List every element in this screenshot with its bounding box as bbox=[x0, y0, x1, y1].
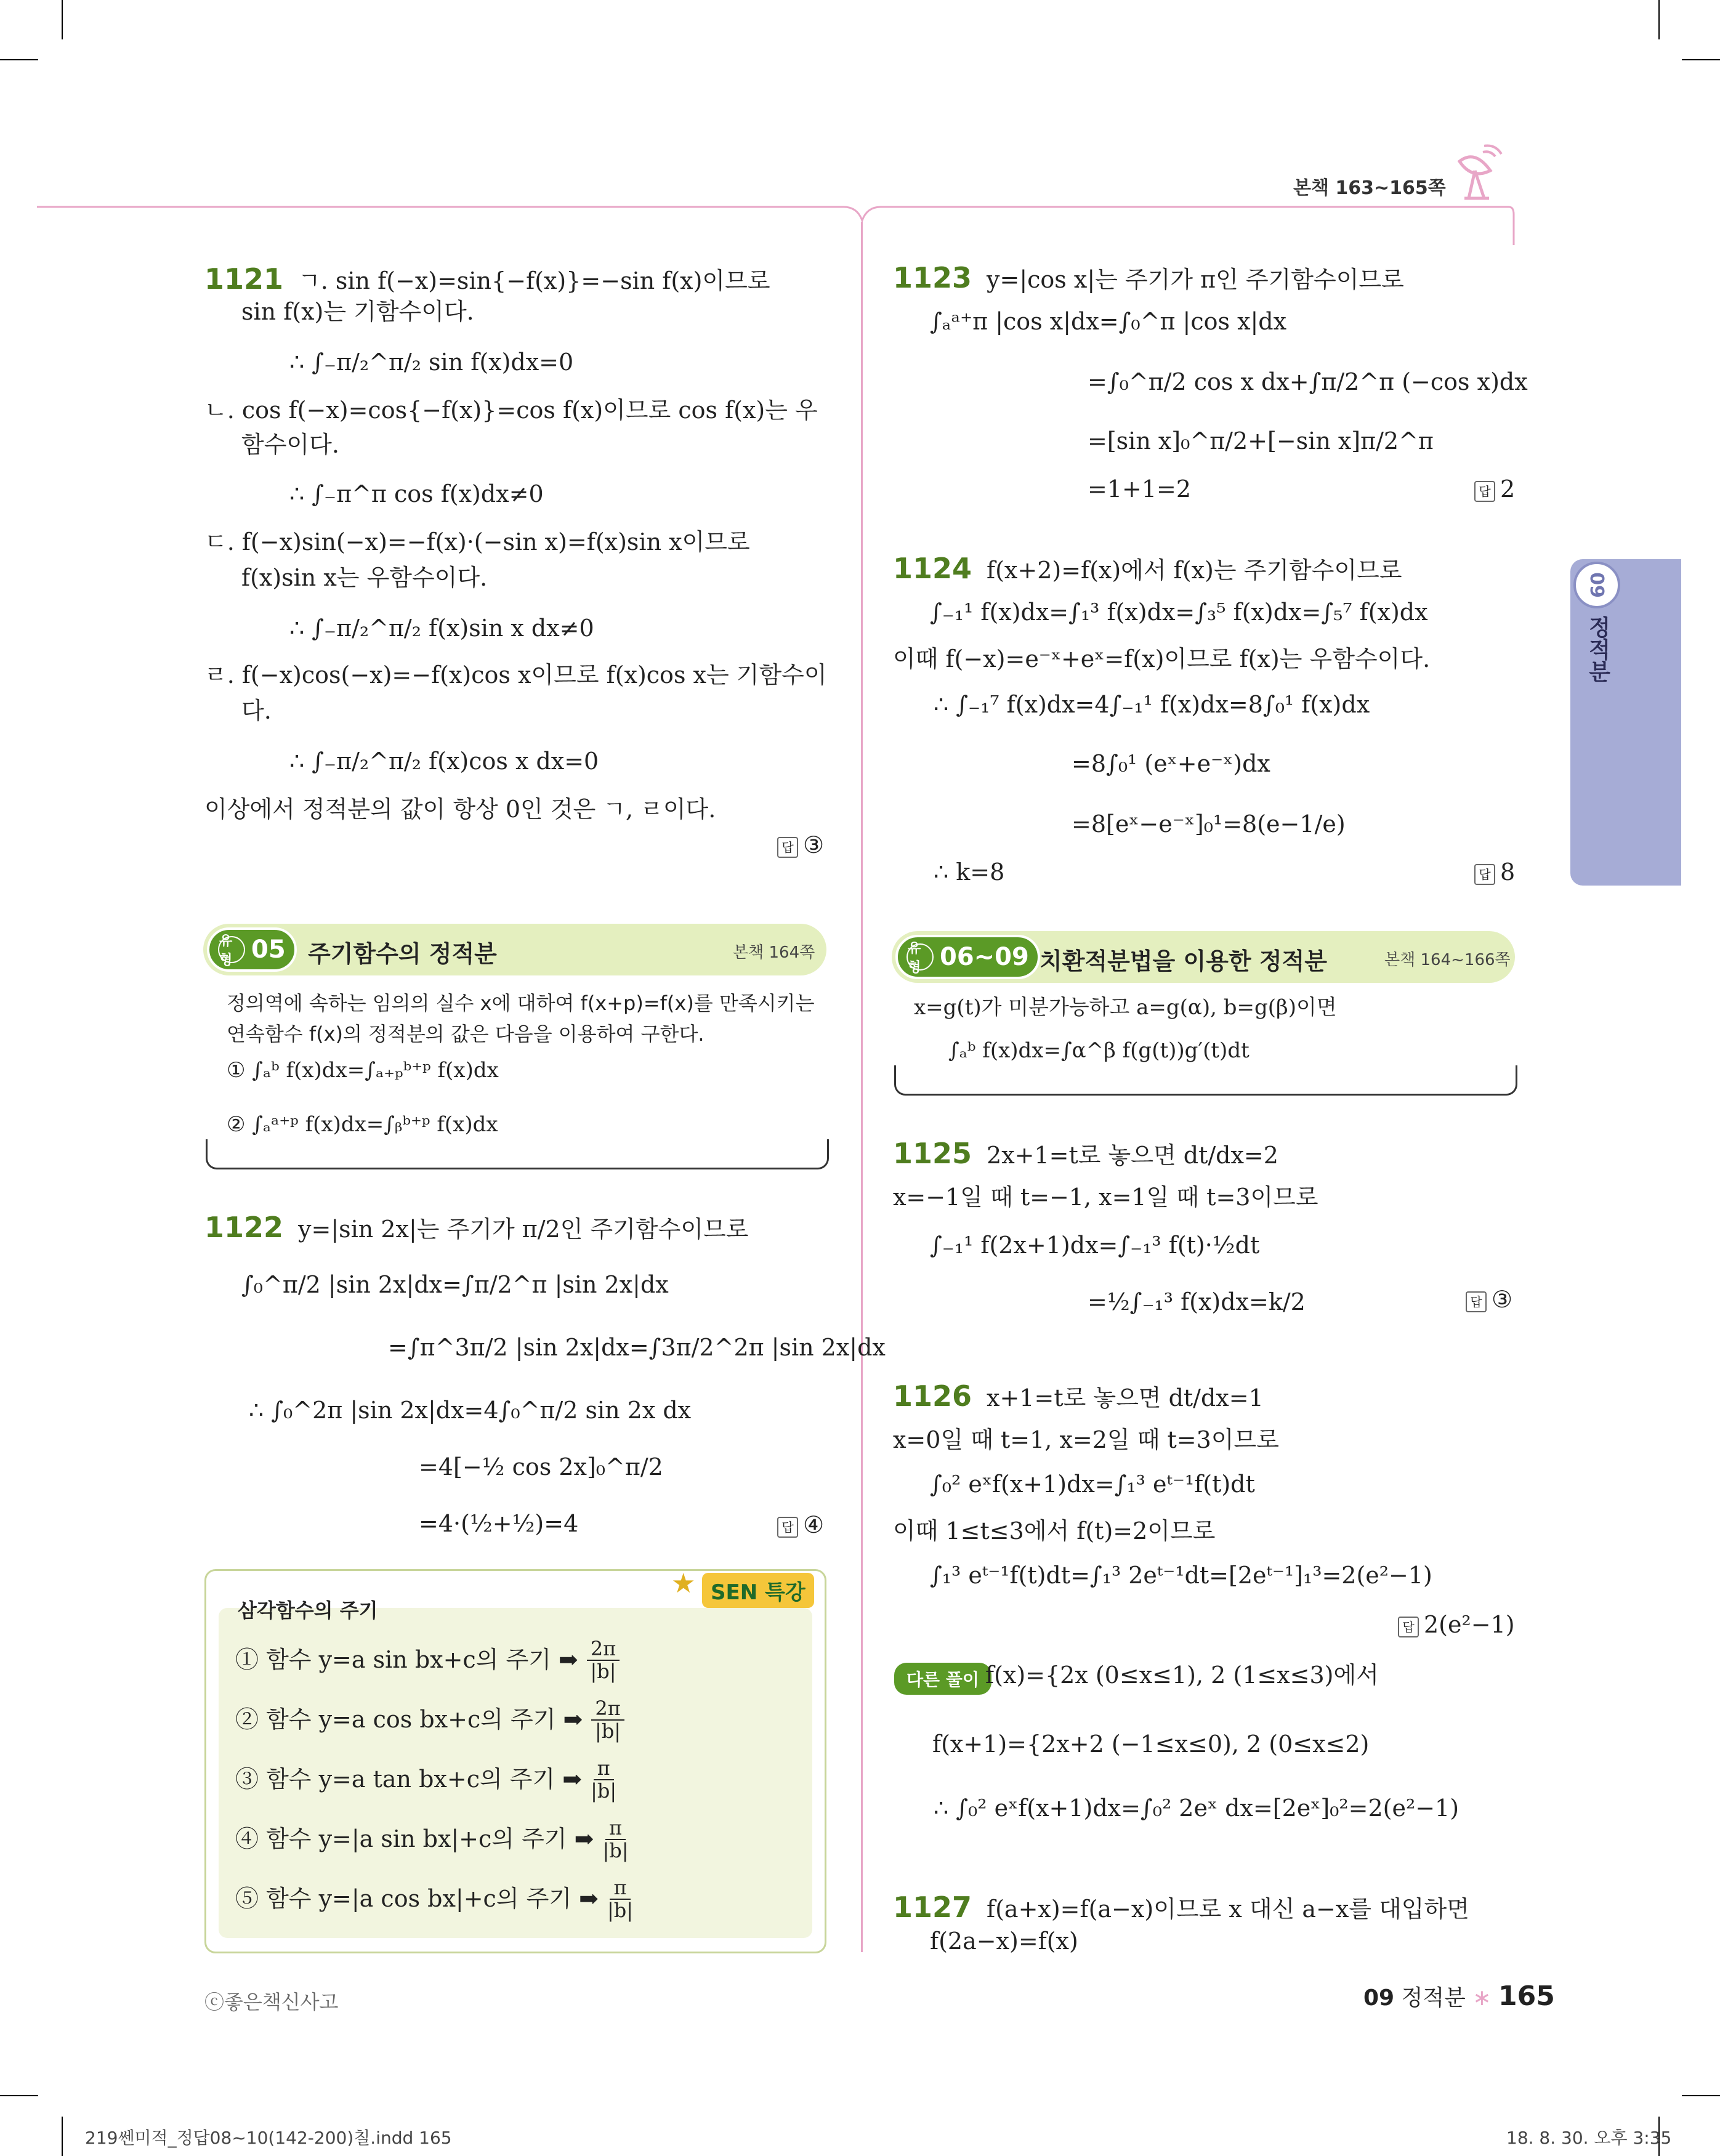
problem-number: 1127 bbox=[893, 1891, 972, 1924]
crop-mark bbox=[1658, 0, 1660, 39]
crop-mark bbox=[0, 59, 38, 60]
equation-line: ∴ ∫₋π/₂^π/₂ sin f(x)dx=0 bbox=[289, 349, 574, 376]
period-fraction bbox=[591, 1758, 616, 1802]
equation-line: =4[−½ cos 2x]₀^π/2 bbox=[419, 1453, 663, 1480]
alt-solution-badge: 다른 풀이 bbox=[894, 1663, 991, 1695]
answer-mark-icon: 답 bbox=[1474, 864, 1495, 885]
equation-line: =∫π^3π/2 |sin 2x|dx=∫3π/2^2π |sin 2x|dx bbox=[388, 1334, 886, 1361]
equation-line: =∫₀^π/2 cos x dx+∫π/2^π (−cos x)dx bbox=[1088, 368, 1528, 395]
equation-line: =4·(½+½)=4 bbox=[419, 1510, 579, 1537]
page-footer bbox=[1363, 1980, 1555, 2012]
type-formula: ② ∫ₐᵃ⁺ᵖ f(x)dx=∫ᵦᵇ⁺ᵖ f(x)dx bbox=[227, 1112, 498, 1137]
equation-line: ∫ₐᵃ⁺π |cos x|dx=∫₀^π |cos x|dx bbox=[930, 308, 1287, 335]
fraction-numerator: π bbox=[610, 1877, 630, 1900]
page-number: 165 bbox=[1498, 1980, 1555, 2012]
period-fraction bbox=[587, 1638, 620, 1682]
crop-mark bbox=[1682, 2095, 1720, 2096]
publisher: ⓒ좋은책신사고 bbox=[204, 1990, 339, 2014]
type-badge: 유형 05 bbox=[207, 927, 297, 972]
problem-1123-line bbox=[893, 261, 1404, 295]
period-fraction bbox=[607, 1877, 633, 1921]
type-formula: ① ∫ₐᵇ f(x)dx=∫ₐ₊ₚᵇ⁺ᵖ f(x)dx bbox=[227, 1058, 499, 1083]
period-item-text: ① 함수 y=a sin bx+c의 주기 ➡ bbox=[235, 1646, 578, 1674]
equation-line: ∴ k=8 bbox=[934, 858, 1005, 886]
answer-mark-icon: 답 bbox=[1474, 481, 1495, 502]
crop-mark bbox=[1682, 59, 1720, 60]
chapter-tab bbox=[1570, 559, 1681, 886]
problem-number: 1121 bbox=[204, 262, 284, 296]
period-fraction bbox=[591, 1698, 624, 1742]
type-badge: 유형 06~09 bbox=[895, 935, 1040, 979]
period-fraction bbox=[602, 1817, 628, 1862]
fraction-numerator: 2π bbox=[587, 1638, 620, 1661]
solution-line: 이때 f(−x)=e⁻ˣ+eˣ=f(x)이므로 f(x)는 우함수이다. bbox=[893, 645, 1431, 672]
solution-line: 함수이다. bbox=[241, 431, 339, 458]
solution-text: y=|cos x|는 주기가 π인 주기함수이므로 bbox=[987, 266, 1404, 293]
period-item-text: ④ 함수 y=|a sin bx|+c의 주기 ➡ bbox=[235, 1825, 594, 1853]
equation-line: =8[eˣ−e⁻ˣ]₀¹=8(e−1/e) bbox=[1072, 810, 1346, 838]
type-reference: 본책 164~166쪽 bbox=[1384, 951, 1511, 969]
solution-text: y=|sin 2x|는 주기가 π/2인 주기함수이므로 bbox=[298, 1216, 749, 1243]
sen-badge: SEN 특강 bbox=[702, 1573, 814, 1608]
problem-number: 1126 bbox=[893, 1379, 972, 1413]
equation-line: ∴ ∫₋π/₂^π/₂ f(x)sin x dx≠0 bbox=[289, 615, 594, 642]
solution-line: f(2a−x)=f(x) bbox=[930, 1928, 1078, 1955]
fraction-denominator: |b| bbox=[591, 1779, 617, 1803]
fraction-numerator: π bbox=[605, 1817, 626, 1840]
fraction-denominator: |b| bbox=[607, 1899, 634, 1923]
answer-1121: 답 ③ bbox=[777, 831, 824, 858]
conclusion-line: 이상에서 정적분의 값이 항상 0인 것은 ㄱ, ㄹ이다. bbox=[204, 796, 716, 823]
equation-line: =½∫₋₁³ f(x)dx=k/2 bbox=[1088, 1288, 1306, 1315]
solution-line: ㄴ. cos f(−x)=cos{−f(x)}=cos f(x)이므로 cos f(x)는 우 bbox=[204, 397, 818, 424]
equation-line: ∫₀² eˣf(x+1)dx=∫₁³ eᵗ⁻¹f(t)dt bbox=[930, 1471, 1255, 1498]
type-formula: ∫ₐᵇ f(x)dx=∫α^β f(g(t))g′(t)dt bbox=[948, 1038, 1250, 1063]
equation-line: ∴ ∫₋₁⁷ f(x)dx=4∫₋₁¹ f(x)dx=8∫₀¹ f(x)dx bbox=[934, 691, 1370, 718]
period-item bbox=[235, 1758, 616, 1802]
equation-line: ∫₁³ eᵗ⁻¹f(t)dt=∫₁³ 2eᵗ⁻¹dt=[2eᵗ⁻¹]₁³=2(e²−1) bbox=[930, 1562, 1432, 1589]
equation-line: ∴ ∫₀² eˣf(x+1)dx=∫₀² 2eˣ dx=[2eˣ]₀²=2(e²−1) bbox=[934, 1795, 1460, 1822]
solution-line: ㄷ. f(−x)sin(−x)=−f(x)·(−sin x)=f(x)sin x이므로 bbox=[204, 528, 750, 555]
equation-line: f(x+1)={2x+2 (−1≤x≤0), 2 (0≤x≤2) bbox=[932, 1730, 1370, 1758]
equation-line: ∫₋₁¹ f(2x+1)dx=∫₋₁³ f(t)·½dt bbox=[930, 1232, 1260, 1259]
period-item-text: ② 함수 y=a cos bx+c의 주기 ➡ bbox=[235, 1706, 583, 1734]
solution-line: 다. bbox=[241, 697, 272, 724]
answer-mark-icon: 답 bbox=[777, 1517, 798, 1538]
answer-mark-icon: 답 bbox=[1466, 1291, 1487, 1312]
problem-1125-line bbox=[893, 1137, 1278, 1171]
problem-1122-line bbox=[204, 1211, 748, 1245]
crop-mark bbox=[62, 0, 63, 39]
crop-mark bbox=[0, 2095, 38, 2096]
star-icon: ★ bbox=[671, 1568, 696, 1599]
file-info: 219쎈미적_정답08~10(142-200)칠.indd 165 bbox=[85, 2128, 452, 2148]
answer-1122: 답 ④ bbox=[777, 1511, 824, 1538]
equation-line: f(x)={2x (0≤x≤1), 2 (1≤x≤3)에서 bbox=[985, 1661, 1379, 1689]
solution-line: x=−1일 때 t=−1, x=1일 때 t=3이므로 bbox=[893, 1184, 1318, 1211]
equation-line: ∴ ∫₀^2π |sin 2x|dx=4∫₀^π/2 sin 2x dx bbox=[249, 1397, 692, 1424]
chapter-tab-title: 정적분 bbox=[1585, 616, 1610, 682]
column-divider bbox=[861, 222, 863, 1952]
equation-line: ∴ ∫₋π^π cos f(x)dx≠0 bbox=[289, 480, 544, 507]
type-title: 치환적분법을 이용한 정적분 bbox=[1040, 948, 1327, 975]
period-item bbox=[235, 1638, 620, 1682]
fraction-denominator: |b| bbox=[602, 1839, 629, 1863]
type-05-header bbox=[203, 924, 826, 975]
solution-text: 2x+1=t로 놓으면 dt/dx=2 bbox=[987, 1142, 1278, 1169]
problem-number: 1124 bbox=[893, 552, 972, 585]
type-description: 연속함수 f(x)의 정적분의 값은 다음을 이용하여 구한다. bbox=[227, 1022, 705, 1046]
solution-line: sin f(x)는 기함수이다. bbox=[241, 298, 474, 325]
footer-chapter-number: 09 bbox=[1363, 1985, 1395, 2011]
answer-mark-icon: 답 bbox=[777, 837, 798, 858]
equation-line: =1+1=2 bbox=[1088, 475, 1192, 503]
chapter-tab-number: 09 bbox=[1573, 562, 1620, 608]
type-description: 정의역에 속하는 임의의 실수 x에 대하여 f(x+p)=f(x)를 만족시키는 bbox=[227, 991, 815, 1015]
type-reference: 본책 164쪽 bbox=[733, 943, 815, 962]
answer-1124: 답 8 bbox=[1474, 858, 1515, 886]
answer-1125: 답 ③ bbox=[1466, 1286, 1512, 1313]
solution-line: ㄹ. f(−x)cos(−x)=−f(x)cos x이므로 f(x)cos x는 기함수이 bbox=[204, 661, 827, 688]
answer-1126: 답 2(e²−1) bbox=[1398, 1611, 1515, 1638]
fraction-numerator: π bbox=[594, 1758, 614, 1780]
type-bracket bbox=[206, 1139, 829, 1169]
fraction-denominator: |b| bbox=[590, 1660, 616, 1684]
problem-1127-line bbox=[893, 1891, 1469, 1924]
solution-line: f(x)sin x는 우함수이다. bbox=[241, 564, 488, 591]
solution-text: f(x+2)=f(x)에서 f(x)는 주기함수이므로 bbox=[987, 557, 1402, 584]
solution-text: ㄱ. sin f(−x)=sin{−f(x)}=−sin f(x)이므로 bbox=[298, 267, 770, 294]
type-bracket bbox=[894, 1065, 1517, 1096]
problem-number: 1123 bbox=[893, 261, 972, 294]
satellite-dish-icon bbox=[1447, 143, 1503, 204]
fraction-numerator: 2π bbox=[591, 1698, 624, 1721]
sen-box-title: 삼각함수의 주기 bbox=[238, 1599, 378, 1622]
footer-separator-icon: ∗ bbox=[1472, 1985, 1492, 2011]
print-timestamp: 18. 8. 30. 오후 3:35 bbox=[1506, 2128, 1672, 2148]
book-reference: 본책 163~165쪽 bbox=[1293, 177, 1446, 199]
type-0609-header bbox=[892, 931, 1515, 983]
footer-chapter-title: 정적분 bbox=[1401, 1985, 1466, 2011]
solution-text: f(a+x)=f(a−x)이므로 x 대신 a−x를 대입하면 bbox=[987, 1896, 1469, 1923]
equation-line: ∫₋₁¹ f(x)dx=∫₁³ f(x)dx=∫₃⁵ f(x)dx=∫₅⁷ f(x)dx bbox=[930, 599, 1428, 626]
problem-1124-line bbox=[893, 552, 1402, 586]
period-item-text: ⑤ 함수 y=|a cos bx|+c의 주기 ➡ bbox=[235, 1885, 599, 1913]
period-item bbox=[235, 1877, 633, 1921]
solution-text: x+1=t로 놓으면 dt/dx=1 bbox=[987, 1384, 1264, 1411]
type-description: x=g(t)가 미분가능하고 a=g(α), b=g(β)이면 bbox=[914, 995, 1337, 1020]
answer-1123: 답 2 bbox=[1474, 475, 1515, 503]
crop-mark bbox=[62, 2117, 63, 2156]
problem-1121-line bbox=[204, 262, 770, 296]
equation-line: ∴ ∫₋π/₂^π/₂ f(x)cos x dx=0 bbox=[289, 748, 599, 775]
fraction-denominator: |b| bbox=[595, 1719, 621, 1743]
period-item bbox=[235, 1817, 628, 1862]
problem-number: 1125 bbox=[893, 1137, 972, 1170]
solution-line: x=0일 때 t=1, x=2일 때 t=3이므로 bbox=[893, 1426, 1279, 1453]
equation-line: =[sin x]₀^π/2+[−sin x]π/2^π bbox=[1088, 427, 1434, 454]
answer-mark-icon: 답 bbox=[1398, 1617, 1419, 1637]
problem-number: 1122 bbox=[204, 1211, 284, 1244]
problem-1126-line bbox=[893, 1379, 1264, 1413]
solution-line: 이때 1≤t≤3에서 f(t)=2이므로 bbox=[893, 1517, 1216, 1544]
type-title: 주기함수의 정적분 bbox=[308, 940, 497, 967]
period-item bbox=[235, 1698, 624, 1742]
period-item-text: ③ 함수 y=a tan bx+c의 주기 ➡ bbox=[235, 1766, 583, 1793]
equation-line: ∫₀^π/2 |sin 2x|dx=∫π/2^π |sin 2x|dx bbox=[241, 1271, 669, 1298]
header-rule bbox=[37, 196, 1515, 251]
equation-line: =8∫₀¹ (eˣ+e⁻ˣ)dx bbox=[1072, 750, 1270, 777]
